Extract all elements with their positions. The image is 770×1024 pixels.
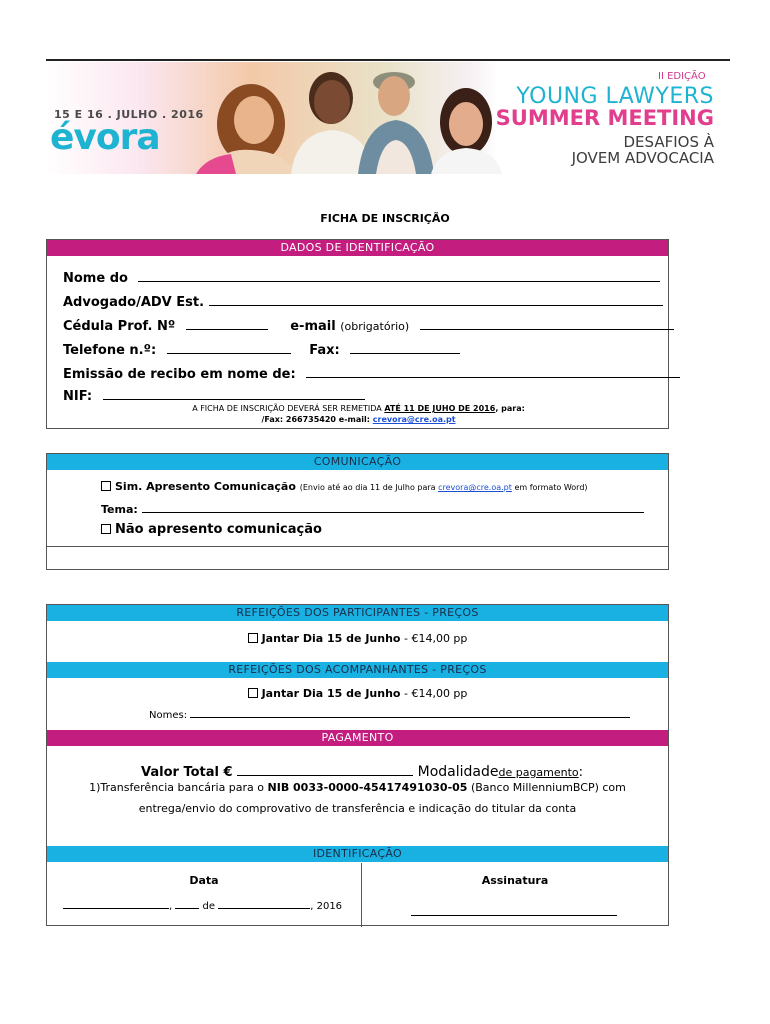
receipt-row [63, 367, 680, 382]
nif-row [63, 389, 365, 404]
form-title: FICHA DE INSCRIÇÃO [320, 212, 450, 225]
deadline-date: ATÉ 11 DE JUHO DE 2016 [384, 404, 496, 413]
transfer-nib: NIB 0033-0000-45417491030-05 [267, 781, 468, 794]
transfer-line2: entrega/envio do comprovativo de transferência e indicação do titular da conta [138, 802, 577, 815]
date-de: de [202, 901, 216, 912]
modality-label: Modalidade [417, 764, 499, 780]
companions-meal-item: Jantar Dia 15 de Junho [261, 687, 401, 700]
identification-section [46, 239, 669, 429]
present-note-pre: (Envio até ao dia 11 de Julho para [299, 483, 436, 492]
nif-label: NIF: [63, 389, 93, 404]
lawyer-row [63, 295, 663, 310]
fax-field[interactable] [350, 343, 460, 354]
deadline-note [47, 404, 670, 413]
identification-header: DADOS DE IDENTIFICAÇÃO [47, 240, 668, 256]
participants-meal-row [47, 632, 668, 645]
deadline-note-post: , para: [495, 404, 525, 413]
contact-fax: /Fax: 266735420 e-mail: [261, 415, 370, 424]
phone-label: Telefone n.º: [63, 343, 157, 358]
signature-row [411, 901, 617, 920]
banner-title-line2: SUMMER MEETING [495, 106, 714, 130]
total-field[interactable] [237, 764, 413, 776]
banner-subtitle-line2: JOVEM ADVOCACIA [571, 149, 714, 167]
deadline-note-text: A FICHA DE INSCRIÇÃO DEVERÁ SER REMETIDA [192, 404, 382, 413]
no-communication-label: Não apresento comunicação [115, 522, 322, 537]
transfer-post: (Banco MillenniumBCP) com [470, 781, 626, 794]
communication-header: COMUNICAÇÃO [47, 454, 668, 470]
companions-meals-header: REFEIÇÕES DOS ACOMPANHANTES - PREÇOS [47, 662, 668, 678]
companions-meal-price: - €14,00 pp [403, 687, 468, 700]
no-communication-checkbox[interactable] [101, 524, 111, 534]
theme-row [101, 502, 644, 516]
total-row: Valor Total € Modalidadede pagamento: [141, 764, 584, 780]
cedula-label: Cédula Prof. Nº [63, 319, 176, 334]
communication-divider [47, 546, 668, 547]
theme-label: Tema: [101, 503, 138, 516]
receipt-field[interactable] [306, 367, 680, 378]
total-label: Valor Total € [141, 765, 233, 780]
name-field[interactable] [138, 271, 660, 282]
banner-date: 15 E 16 . JULHO . 2016 [54, 108, 204, 121]
banner-edition: II EDIÇÃO [658, 71, 706, 82]
date-day-field[interactable] [63, 901, 169, 909]
signature-label: Assinatura [481, 874, 549, 887]
final-identification-header: IDENTIFICAÇÃO [47, 846, 668, 862]
cedula-field[interactable] [186, 319, 268, 330]
lawyer-label: Advogado/ADV Est. [63, 295, 205, 310]
communication-section [46, 453, 669, 570]
transfer-pre: 1)Transferência bancária para o [89, 781, 265, 794]
banner-city: évora [50, 117, 160, 158]
participants-meal-price: - €14,00 pp [403, 632, 468, 645]
phone-fax-row [63, 343, 460, 358]
fax-label: Fax: [309, 343, 340, 358]
names-field[interactable] [190, 709, 630, 718]
email-label: e-mail [290, 319, 336, 334]
banner-subtitle-line1: DESAFIOS À [623, 133, 714, 151]
present-communication-label: Sim. Apresento Comunicação [115, 480, 296, 493]
names-row [149, 709, 630, 721]
present-note-post: em formato Word) [514, 483, 588, 492]
present-note-email-link[interactable]: crevora@cre.oa.pt [438, 483, 512, 492]
date-year: , 2016 [310, 901, 343, 912]
email-note: (obrigatório) [340, 320, 410, 333]
companions-meal-row [47, 687, 668, 700]
present-communication-checkbox[interactable] [101, 481, 111, 491]
date-label: Data [189, 874, 219, 887]
modality-sub: de pagamento [498, 766, 579, 779]
participants-meal-checkbox[interactable] [248, 633, 258, 643]
no-communication-row [101, 522, 322, 537]
companions-meal-checkbox[interactable] [248, 688, 258, 698]
names-label: Nomes: [149, 710, 188, 721]
participants-meal-item: Jantar Dia 15 de Junho [261, 632, 401, 645]
event-banner [46, 62, 730, 174]
transfer-line1 [47, 781, 668, 794]
date-dayname-field[interactable] [175, 901, 199, 909]
top-rule [46, 59, 730, 61]
date-row: , de , 2016 [63, 901, 342, 912]
present-communication-note [300, 483, 588, 492]
contact-email-link[interactable]: crevora@cre.oa.pt [372, 415, 456, 424]
signature-field[interactable] [411, 908, 617, 916]
name-row [63, 271, 660, 286]
banner-title-line1: YOUNG LAWYERS [516, 84, 714, 109]
date-month-field[interactable] [218, 901, 310, 909]
signature-column-divider [361, 863, 362, 927]
theme-field[interactable] [142, 502, 644, 513]
meals-payment-section [46, 604, 669, 926]
contact-note [47, 415, 670, 424]
email-field[interactable] [420, 319, 674, 330]
participants-meals-header: REFEIÇÕES DOS PARTICIPANTES - PREÇOS [47, 605, 668, 621]
name-label: Nome do [63, 271, 128, 286]
cedula-email-row [63, 319, 674, 334]
nif-field[interactable] [103, 389, 365, 400]
present-communication-row [101, 480, 588, 493]
lawyer-field[interactable] [209, 295, 663, 306]
phone-field[interactable] [167, 343, 291, 354]
receipt-label: Emissão de recibo em nome de: [63, 367, 296, 382]
payment-header: PAGAMENTO [47, 730, 668, 746]
